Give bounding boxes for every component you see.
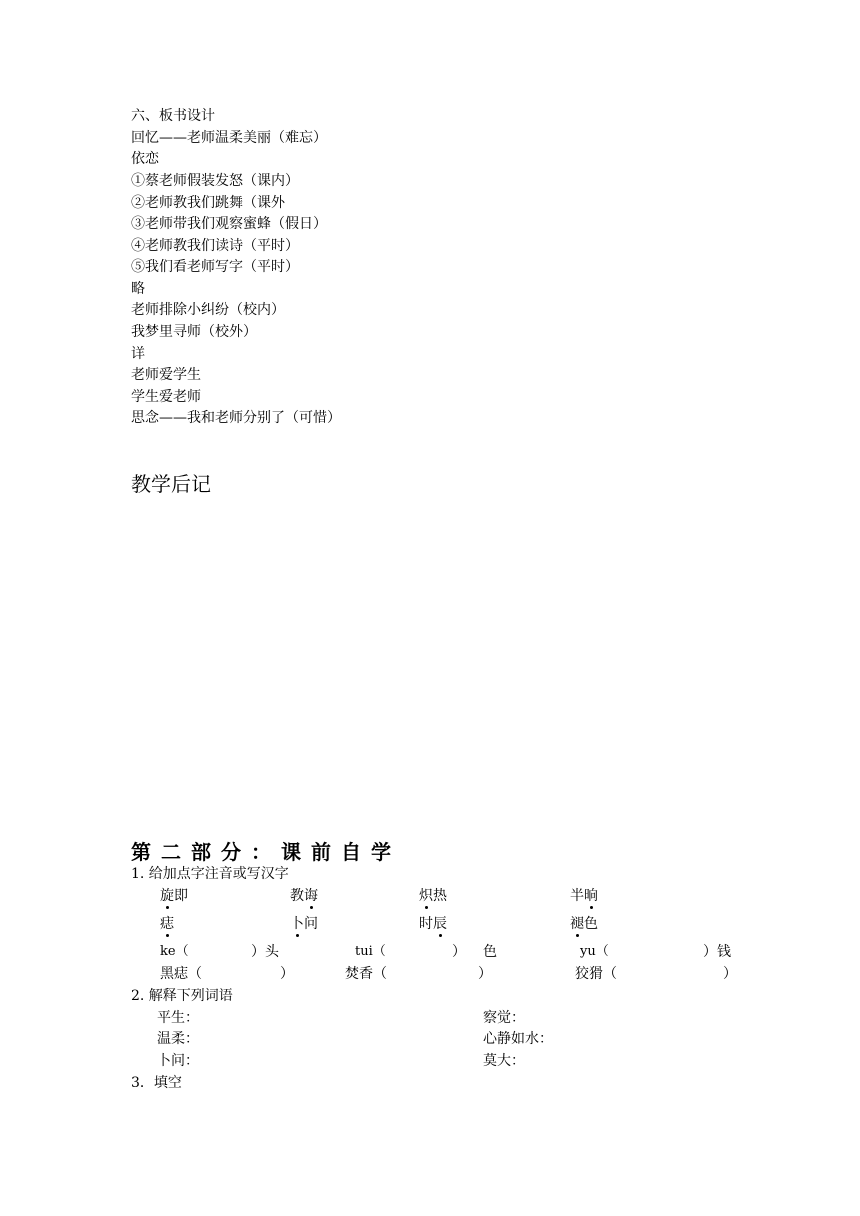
board-line: 六、板书设计: [131, 108, 215, 124]
board-line: ②老师教我们跳舞（课外: [131, 195, 285, 211]
board-line: 略: [131, 281, 145, 297]
q2-term: 平生：: [157, 1010, 199, 1026]
q2-term: 心静如水：: [483, 1031, 553, 1047]
q1-blank-label: yu（: [580, 944, 609, 959]
board-line: ③老师带我们观察蜜蜂（假日）: [131, 216, 327, 232]
q3-title: 3．填空: [131, 1075, 182, 1091]
q1-word: 时辰: [419, 916, 447, 932]
q1-title: 1. 给加点字注音或写汉字: [131, 866, 289, 882]
q1-word: 半晌: [570, 888, 598, 904]
board-line: ①蔡老师假装发怒（课内）: [131, 173, 299, 189]
board-line: 详: [131, 346, 145, 362]
board-line: 回忆——老师温柔美丽（难忘）: [131, 130, 327, 146]
q1-blank-label: ）: [723, 966, 737, 982]
q1-blank-label: ）头: [251, 944, 279, 960]
q1-blank-label: ke（: [160, 944, 189, 959]
q1-word: 褪色: [570, 916, 598, 932]
board-line: ⑤我们看老师写字（平时）: [131, 259, 299, 275]
postscript-heading: 教学后记: [131, 472, 211, 496]
board-line: 我梦里寻师（校外）: [131, 324, 257, 340]
board-line: 思念——我和老师分别了（可惜）: [131, 410, 341, 426]
part2-heading: 第二部分：课前自学: [131, 840, 401, 864]
q1-blank-label: 黑痣（: [160, 966, 202, 982]
board-line: 老师爱学生: [131, 367, 201, 383]
board-line: 依恋: [131, 151, 159, 167]
q1-word: 教诲: [290, 888, 318, 904]
q1-word: 炽热: [419, 888, 447, 904]
q2-title: 2. 解释下列词语: [131, 988, 233, 1004]
q2-term: 察觉：: [483, 1010, 525, 1026]
q2-term: 卜问：: [157, 1053, 199, 1069]
q1-blank-label: ）钱: [703, 944, 731, 960]
board-line: 学生爱老师: [131, 389, 201, 405]
q1-word: 痣: [160, 916, 174, 932]
q1-word: 旋即: [160, 888, 188, 904]
q1-blank-label: ）: [452, 944, 466, 960]
q1-blank-label: tui（: [355, 944, 386, 959]
q2-term: 温柔：: [157, 1031, 199, 1047]
q1-blank-label: 狡猾（: [575, 966, 617, 982]
board-line: 老师排除小纠纷（校内）: [131, 302, 285, 318]
q1-blank-label: 焚香（: [345, 966, 387, 982]
q1-blank-label: 色: [483, 944, 497, 960]
q1-blank-label: ）: [478, 966, 492, 982]
board-line: ④老师教我们读诗（平时）: [131, 238, 299, 254]
q1-word: 卜问: [290, 916, 318, 932]
q2-term: 莫大：: [483, 1053, 525, 1069]
q1-blank-label: ）: [280, 966, 294, 982]
